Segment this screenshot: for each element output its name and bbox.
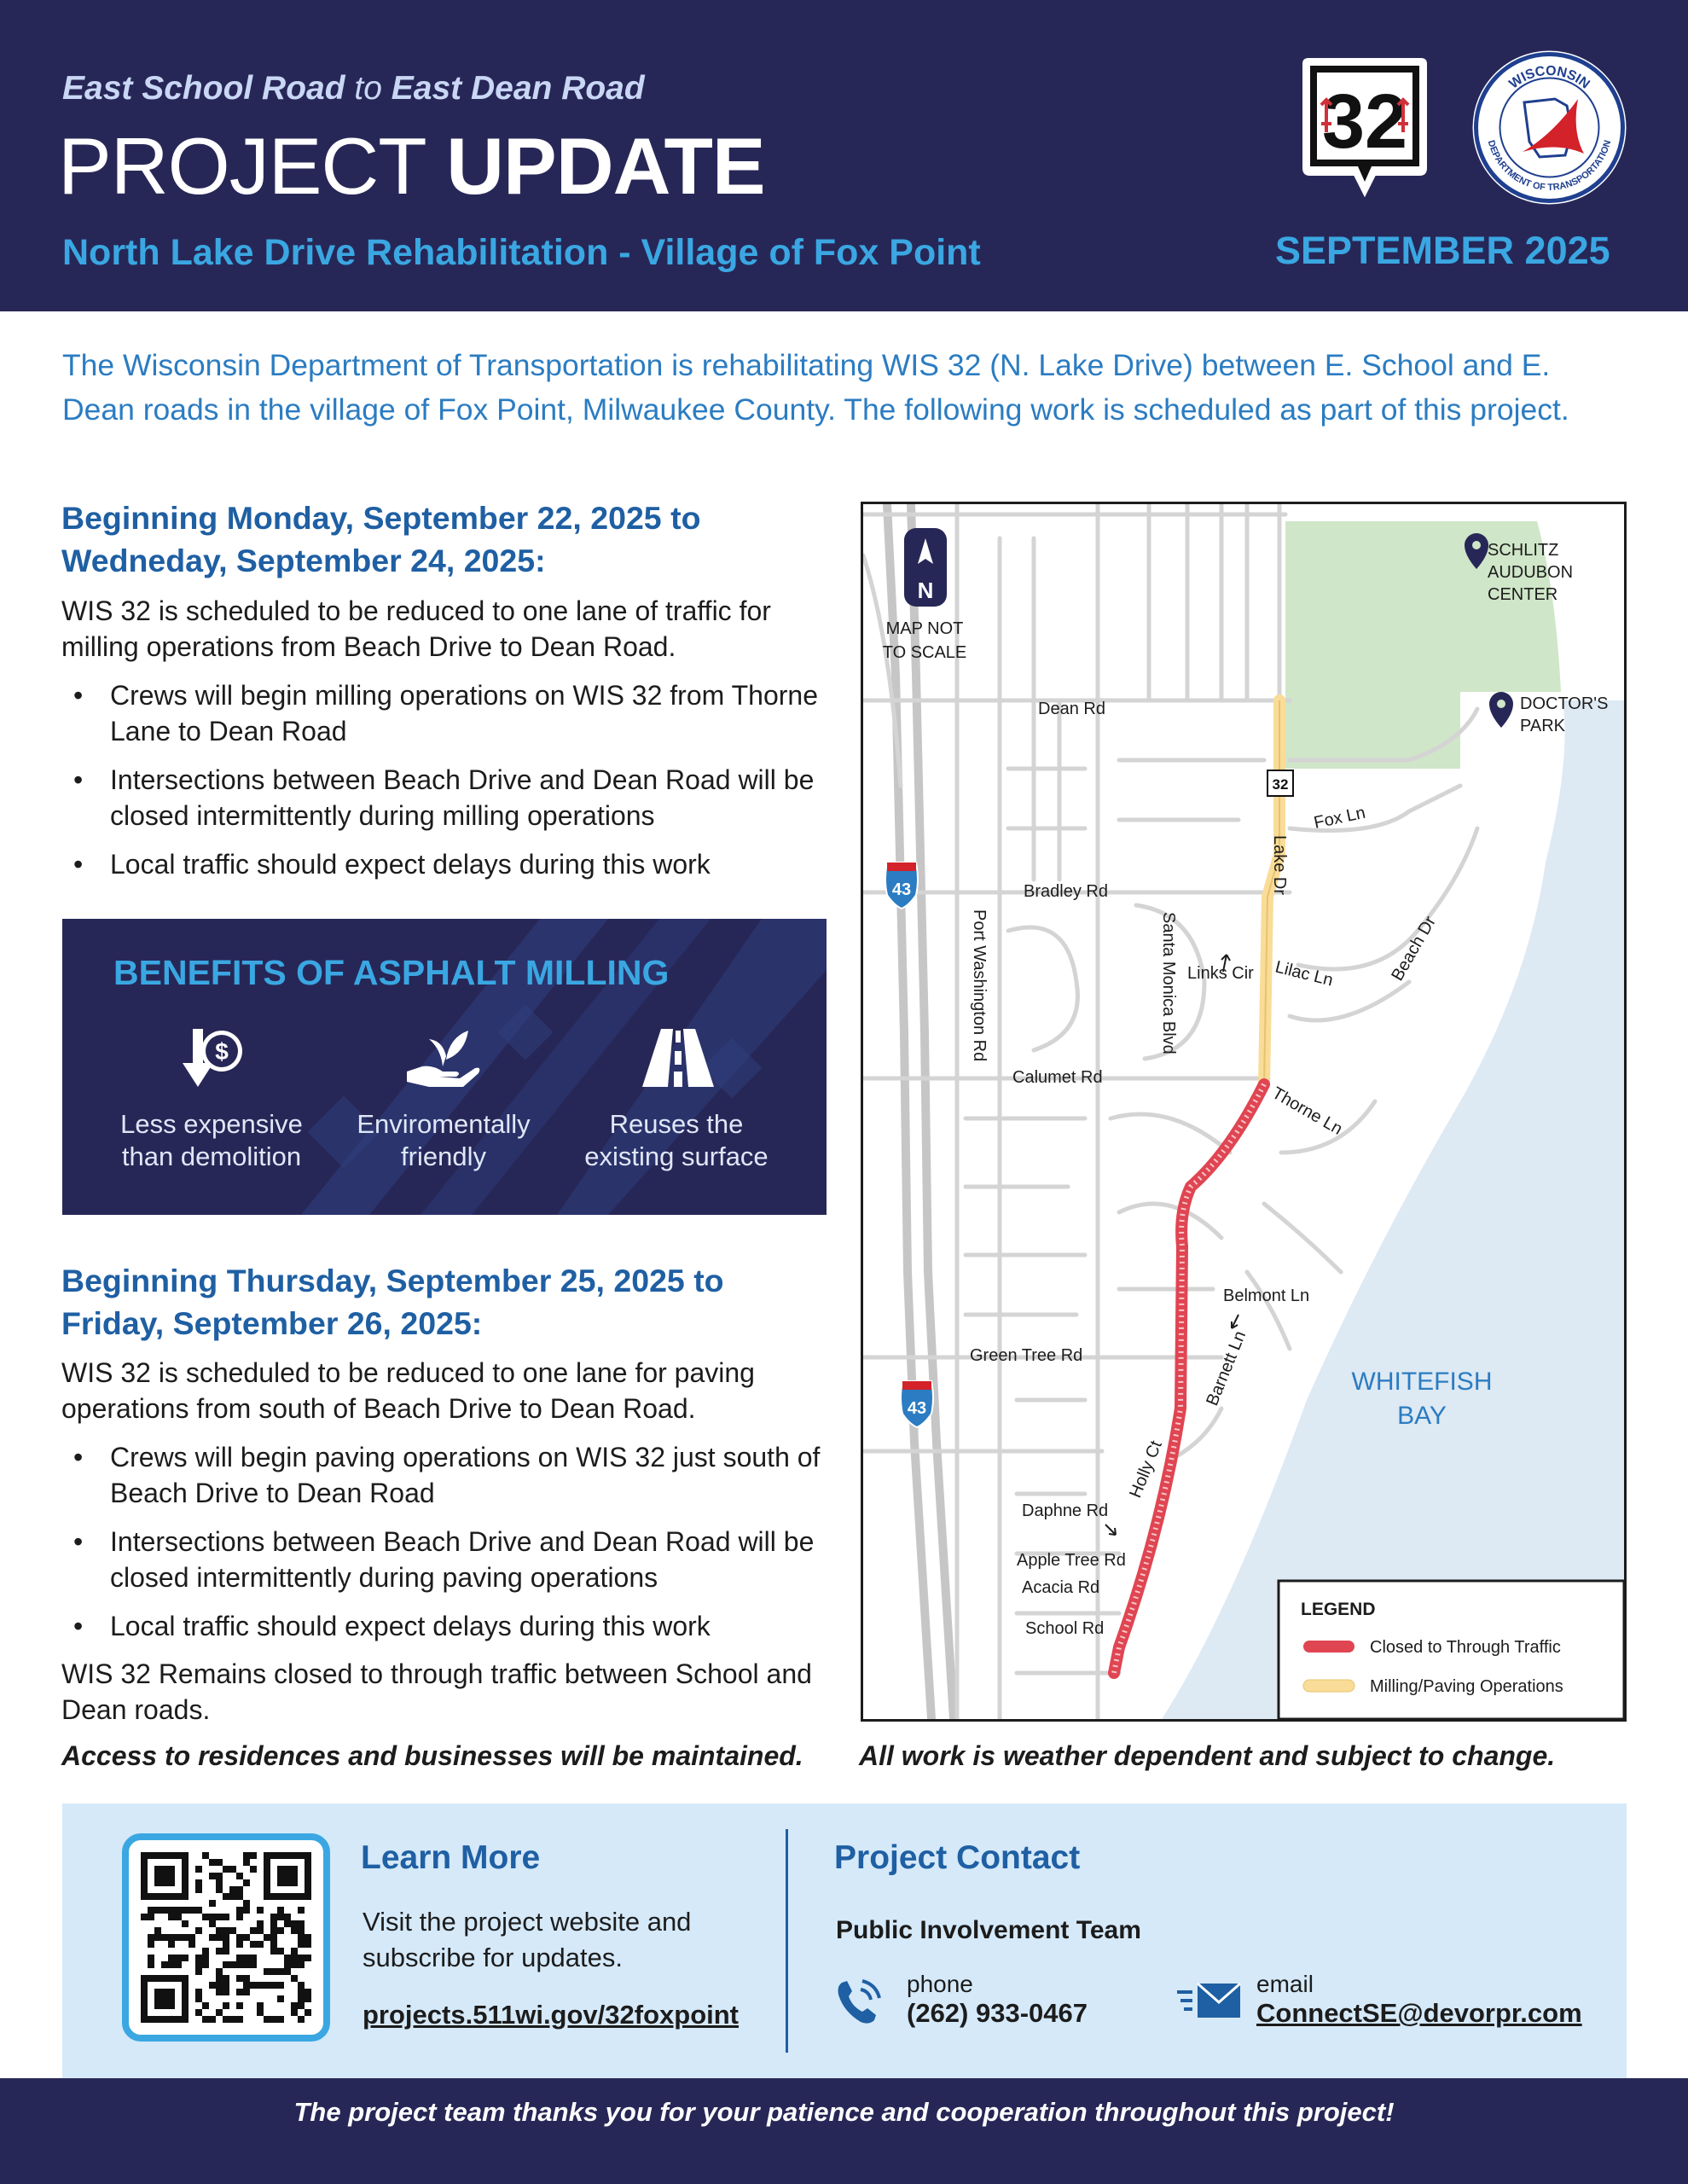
svg-text:Thorne Ln: Thorne Ln	[1268, 1083, 1346, 1139]
interstate-43-shield-icon	[885, 863, 918, 909]
interstate-43-shield-icon	[901, 1381, 933, 1427]
svg-text:PARK: PARK	[1520, 717, 1565, 735]
svg-text:WISCONSIN: WISCONSIN	[1506, 63, 1592, 92]
section1-bullets	[61, 677, 829, 895]
svg-text:43: 43	[891, 880, 912, 899]
closure-note: WIS 32 Remains closed to through traffic between School and Dean roads.	[61, 1658, 812, 1725]
svg-text:WHITEFISH: WHITEFISH	[1351, 1368, 1493, 1396]
svg-text:Dean Rd: Dean Rd	[1038, 700, 1105, 718]
footer-bar	[0, 2078, 1688, 2184]
list-item: • Crews will begin paving operations on WIS 32 just south of Beach Drive to Dean Road	[73, 1442, 821, 1508]
email-icon	[1175, 1978, 1242, 2023]
benefit-label-cost: Less expensive than demolition	[120, 1109, 303, 1171]
learn-more-text: Visit the project website and subscribe for updates.	[363, 1907, 692, 1972]
project-website-link[interactable]: projects.511wi.gov/32foxpoint	[363, 2000, 740, 2030]
weather-note: All work is weather dependent and subject to change.	[859, 1740, 1556, 1771]
phone-icon	[833, 1976, 883, 2027]
svg-text:AUDUBON: AUDUBON	[1488, 563, 1574, 582]
svg-text:TO SCALE: TO SCALE	[882, 643, 967, 662]
svg-text:School Rd: School Rd	[1025, 1619, 1105, 1638]
info-panel	[62, 1804, 1627, 2078]
svg-text:Port Washington Rd: Port Washington Rd	[970, 909, 989, 1062]
money-down-icon	[177, 1025, 246, 1090]
pointer-arrow-icon	[1105, 1525, 1116, 1535]
benefit-label-reuse: Reuses the existing surface	[584, 1109, 769, 1171]
plant-hand-icon	[403, 1025, 484, 1090]
wis-32-shield-icon	[1298, 55, 1431, 200]
list-item: • Crews will begin milling operations on WIS 32 from Thorne Lane to Dean Road	[73, 680, 818, 746]
north-arrow-icon	[904, 528, 947, 607]
svg-text:Calumet Rd: Calumet Rd	[1012, 1068, 1103, 1087]
svg-text:LEGEND: LEGEND	[1301, 1600, 1376, 1619]
issue-date: SEPTEMBER 2025	[1275, 229, 1610, 272]
list-item: • Local traffic should expect delays during this work	[73, 1611, 711, 1641]
svg-text:Links Cir: Links Cir	[1187, 964, 1254, 983]
list-item: • Intersections between Beach Drive and Dean Road will be closed intermittently during milling operations	[73, 764, 815, 831]
svg-text:Bradley Rd: Bradley Rd	[1024, 882, 1108, 901]
route-32-marker-icon	[1267, 770, 1293, 796]
svg-text:Lilac Ln: Lilac Ln	[1273, 957, 1336, 990]
road-icon	[639, 1025, 717, 1090]
project-map	[861, 502, 1627, 1722]
footer-thanks: The project team thanks you for your patience and cooperation throughout this project!	[293, 2097, 1395, 2127]
learn-more-title: Learn More	[361, 1839, 541, 1876]
route-subtitle: East School Road to East Dean Road	[62, 70, 645, 107]
svg-text:43: 43	[907, 1399, 927, 1418]
svg-text:Santa Monica Blvd: Santa Monica Blvd	[1159, 912, 1178, 1054]
contact-team: Public Involvement Team	[836, 1916, 1141, 1944]
phone-label: phone	[907, 1971, 973, 1997]
email-label: email	[1256, 1971, 1314, 1997]
svg-text:Apple Tree Rd: Apple Tree Rd	[1017, 1551, 1126, 1570]
list-item: • Local traffic should expect delays during this work	[73, 849, 711, 880]
benefits-title: BENEFITS OF ASPHALT MILLING	[113, 953, 670, 992]
svg-text:Green Tree Rd: Green Tree Rd	[970, 1346, 1083, 1365]
svg-text:Barnett Ln: Barnett Ln	[1203, 1328, 1250, 1409]
svg-text:Lake Dr: Lake Dr	[1270, 835, 1289, 896]
svg-text:Belmont Ln: Belmont Ln	[1223, 1287, 1310, 1305]
section2-body: WIS 32 is scheduled to be reduced to one lane for paving operations from south of Beach Drive to Dean Road.	[61, 1357, 755, 1424]
section1-heading: Beginning Monday, September 22, 2025 to Wedneday, September 24, 2025:	[61, 500, 701, 578]
svg-text:Beach Dr: Beach Dr	[1388, 913, 1441, 985]
svg-text:Closed to Through Traffic: Closed to Through Traffic	[1370, 1638, 1561, 1657]
svg-text:DEPARTMENT OF TRANSPORTATION: DEPARTMENT OF TRANSPORTATION	[1485, 139, 1614, 194]
svg-text:Holly Ct: Holly Ct	[1126, 1438, 1166, 1501]
svg-text:BAY: BAY	[1397, 1402, 1447, 1430]
svg-text:$: $	[215, 1038, 229, 1065]
pointer-arrow-icon	[1232, 1315, 1238, 1328]
section1-body: WIS 32 is scheduled to be reduced to one lane of traffic for milling operations from Beach Drive to Dean Road.	[61, 595, 771, 662]
map-legend	[1279, 1581, 1624, 1719]
svg-text:SCHLITZ: SCHLITZ	[1488, 541, 1559, 560]
section2-heading: Beginning Thursday, September 25, 2025 to Friday, September 26, 2025:	[61, 1263, 724, 1341]
wisdot-seal-icon	[1471, 49, 1627, 206]
qr-code[interactable]	[122, 1833, 330, 2042]
svg-text:Daphne Rd: Daphne Rd	[1022, 1502, 1109, 1520]
intro-paragraph: The Wisconsin Department of Transportation is rehabilitating WIS 32 (N. Lake Drive) between E. School and E. Dean roads in the village of Fox Point, Milwaukee County. The following work is scheduled as part of this project.	[62, 348, 1569, 427]
map-pin-icon	[1489, 692, 1513, 728]
project-name: North Lake Drive Rehabilitation - Village of Fox Point	[62, 232, 981, 273]
project-contact-title: Project Contact	[834, 1839, 1081, 1876]
benefits-box	[62, 919, 827, 1215]
access-note: Access to residences and businesses will be maintained.	[61, 1740, 803, 1771]
legend-swatch-milling	[1303, 1680, 1354, 1692]
svg-text:DOCTOR'S: DOCTOR'S	[1520, 694, 1609, 713]
email-link[interactable]: ConnectSE@devorpr.com	[1256, 1998, 1582, 2028]
qr-code-icon	[141, 1852, 311, 2023]
shield-number: 32	[1321, 79, 1408, 165]
svg-text:Milling/Paving Operations: Milling/Paving Operations	[1370, 1677, 1563, 1696]
svg-text:N: N	[917, 578, 934, 603]
phone-number[interactable]: (262) 933-0467	[907, 1998, 1088, 2028]
benefit-label-environment: Enviromentally friendly	[357, 1109, 531, 1171]
svg-text:MAP NOT: MAP NOT	[885, 619, 964, 638]
section2-bullets	[61, 1439, 829, 1657]
page-title: PROJECT UPDATE	[58, 121, 765, 211]
svg-text:Fox Ln: Fox Ln	[1312, 803, 1367, 833]
svg-text:32: 32	[1272, 776, 1289, 793]
list-item: • Intersections between Beach Drive and Dean Road will be closed intermittently during paving operations	[73, 1526, 815, 1593]
svg-text:CENTER: CENTER	[1488, 585, 1558, 604]
legend-swatch-closed	[1303, 1641, 1354, 1653]
divider	[786, 1829, 788, 2053]
svg-text:Acacia Rd: Acacia Rd	[1022, 1578, 1100, 1597]
